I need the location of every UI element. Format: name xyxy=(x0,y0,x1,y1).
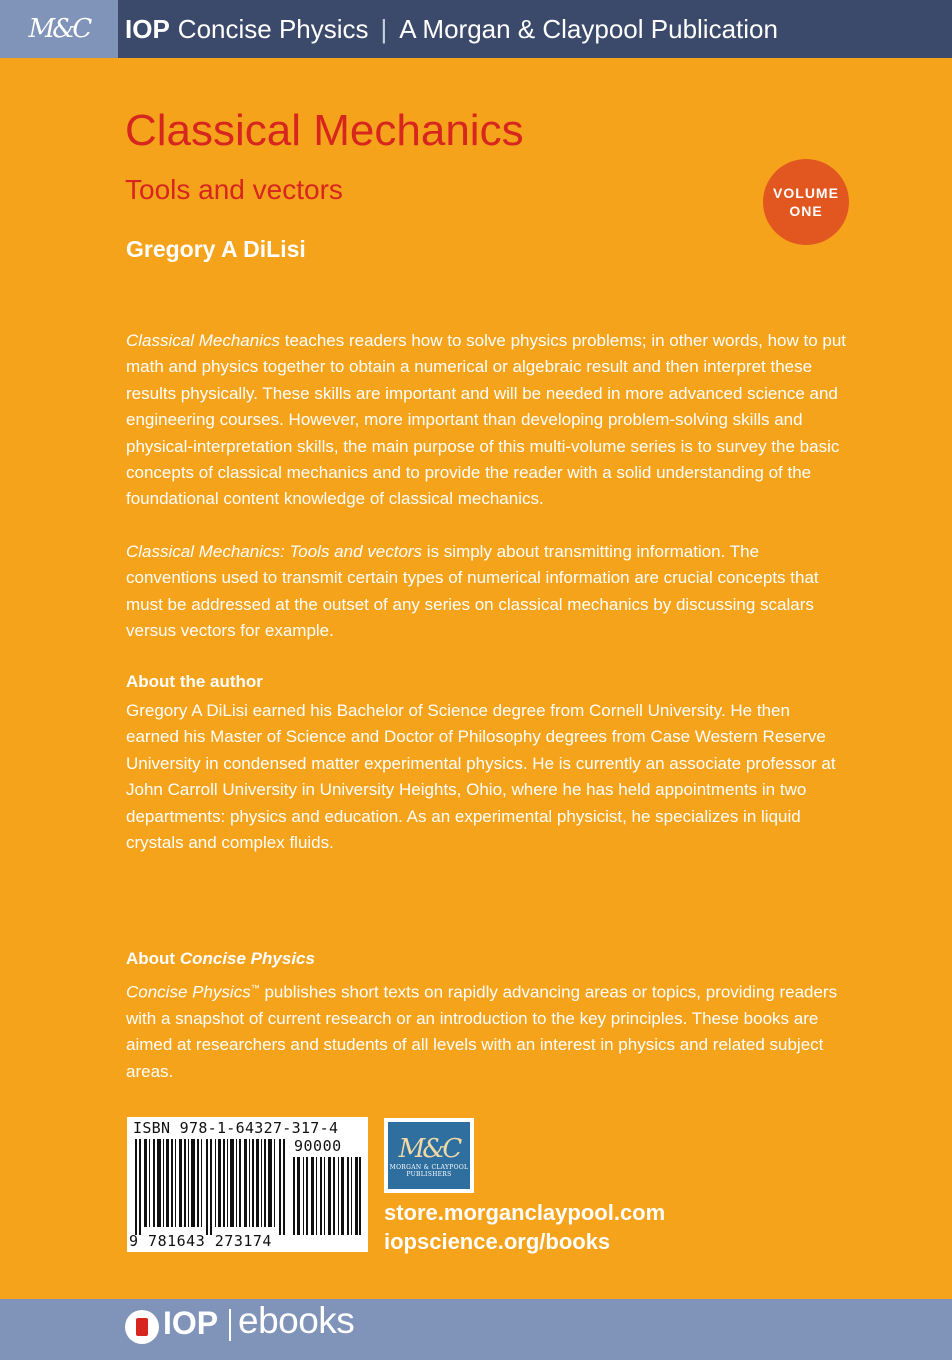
store-link[interactable]: store.morganclaypool.com xyxy=(384,1200,666,1225)
series-brand: IOP xyxy=(125,13,170,44)
footer-iop: IOP xyxy=(163,1305,219,1341)
morgan-claypool-logo-badge xyxy=(388,1122,470,1189)
ean-digits: 9 781643 273174 xyxy=(129,1232,272,1250)
about-series-heading-prefix: About xyxy=(126,949,180,968)
footer-divider xyxy=(229,1309,231,1341)
about-author-heading: About the author xyxy=(126,672,263,691)
barcode-addon-text: 90000 xyxy=(294,1137,342,1155)
series-name: Concise Physics xyxy=(177,13,369,44)
volume-label: VOLUME xyxy=(773,185,839,201)
description-paragraph-1 xyxy=(126,328,846,513)
footer-ebooks: ebooks xyxy=(238,1300,355,1341)
iop-logo-mark xyxy=(136,1318,148,1336)
about-series-heading xyxy=(126,949,315,969)
series-separator: | xyxy=(380,13,388,44)
publisher-logo-line2: PUBLISHERS xyxy=(406,1170,452,1178)
book-full-title-italic: Classical Mechanics: Tools and vectors xyxy=(126,542,423,561)
iop-logo-icon xyxy=(125,1310,159,1344)
isbn-text: ISBN 978-1-64327-317-4 xyxy=(133,1119,339,1137)
book-title-italic: Classical Mechanics xyxy=(126,331,280,350)
description-text-1: teaches readers how to solve physics problems; in other words, how to put math and physics together to obtain a numerical or algebraic result and then interpret these results physically. These skills are important and will be needed in more advanced science and engineering courses. However, more important than developing problem-solving skills and physical-interpretation skills, the main purpose of this multi-volume series is to survey the basic concepts of classical mechanics and to provide the reader with a solid understanding of the foundational content knowledge of classical mechanics. xyxy=(126,331,847,509)
series-title xyxy=(125,14,778,44)
logo-text: M&C xyxy=(28,14,90,44)
author-name: Gregory A DiLisi xyxy=(126,236,306,262)
series-name-italic: Concise Physics xyxy=(126,982,251,1002)
volume-number: ONE xyxy=(789,203,823,219)
description-paragraph-2 xyxy=(126,539,846,645)
publisher-logo-icon xyxy=(0,0,118,58)
isbn-barcode xyxy=(127,1117,368,1252)
about-series-text xyxy=(126,975,846,1085)
volume-badge xyxy=(763,159,849,245)
publication-name: A Morgan & Claypool Publication xyxy=(399,13,778,44)
about-author-text: Gregory A DiLisi earned his Bachelor of Science degree from Cornell University. He then earned his Master of Science and Doctor of Philosophy degrees from Case Western Reserve University in condensed matter experimental physics. He is currently an associate professor at John Carroll University in University Heights, Ohio, where he has held appointments in two departments: physics and education. As an experimental physicist, he specializes in liquid crystals and complex fluids. xyxy=(126,701,836,853)
barcode-bars-icon xyxy=(135,1139,285,1235)
about-series-body: publishes short texts on rapidly advancing areas or topics, providing readers with a snapshot of current research or an introduction to the key principles. These books are aimed at researchers and students of all levels with an interest in physics and related subject areas. xyxy=(126,982,838,1081)
book-title: Classical Mechanics xyxy=(125,106,524,155)
publisher-logo-mc: M&C xyxy=(398,1133,460,1164)
publisher-logo-line1: MORGAN & CLAYPOOL xyxy=(389,1163,469,1171)
trademark-symbol: ™ xyxy=(250,983,260,993)
description-text-2: is simply about transmitting information. The conventions used to transmit certain types of numerical information are crucial concepts that must be addressed at the outset of any series on classical mechanics by discussing scalars versus vectors for example. xyxy=(126,542,819,641)
iopscience-link[interactable]: iopscience.org/books xyxy=(384,1229,611,1254)
morgan-claypool-logo xyxy=(384,1118,474,1193)
barcode-addon-bars-icon xyxy=(293,1157,361,1235)
about-series-heading-name: Concise Physics xyxy=(179,949,315,968)
book-subtitle: Tools and vectors xyxy=(125,174,343,205)
